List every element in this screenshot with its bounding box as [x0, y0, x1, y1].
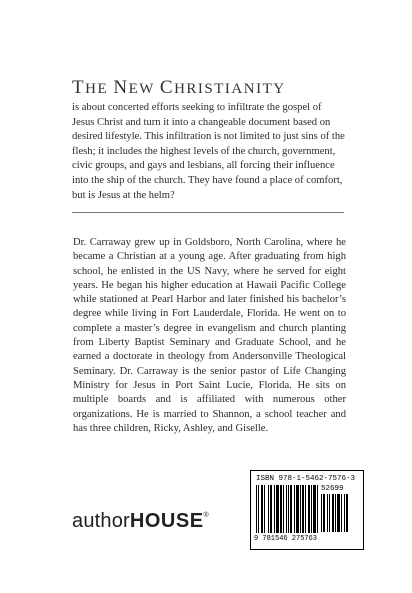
- book-title: [72, 77, 344, 99]
- logo-author-text: author: [72, 510, 130, 532]
- title-initial-t: T: [72, 77, 86, 98]
- title-word-3-rest: HRISTIANITY: [174, 81, 286, 97]
- title-initial-n: N: [113, 77, 129, 98]
- section-divider: [72, 212, 344, 213]
- title-initial-c: C: [159, 77, 175, 98]
- ean-barcode-bars: [256, 485, 318, 535]
- addon-barcode-bars: [321, 494, 357, 534]
- title-word-1-rest: HE: [85, 81, 114, 97]
- publisher-logo: [72, 510, 209, 533]
- author-bio: Dr. Carraway grew up in Goldsboro, North Carolina, where he became a Christian at a young age. After graduating from high school, he enlisted in the US Navy, where he served for eight years. He began his higher education at Hawaii Pacific College while stationed at Pearl Harbor and later finished his bachelor’s degree while living in Fort Lauderdale, Florida. He went on to complete a master’s degree in evangelism and church planting from Liberty Baptist Seminary and Graduate School, and he earned a doctorate in theology from Andersonville Theological Seminary. Dr. Carraway is the senior pastor of Life Changing Ministry for Jesus in Port Saint Lucie, Florida. He sits on multiple boards and is affiliated with numerous other organizations. He is married to Shannon, a school teacher and has three children, Ricky, Ashley, and Giselle.: [73, 237, 346, 434]
- isbn-barcode: [250, 470, 364, 550]
- isbn-text: ISBN 978-1-5462-7576-3: [256, 475, 356, 483]
- book-blurb: is about concerted efforts seeking to infiltrate the gospel of Jesus Christ and turn it into a changeable document based on desired lifestyle. This infiltration is not limited to just sins of the flesh; it includes the highest levels of the church, government, civic groups, and gays and lesbians, all forcing their influence into the ship of the church. They have found a place of comfort, but is Jesus at the helm?: [72, 102, 345, 201]
- price-addon-number: 52699: [321, 485, 344, 493]
- registered-mark: ®: [203, 512, 209, 519]
- logo-house-text: HOUSE: [129, 510, 204, 532]
- barcode-digits: 9 781546 275763: [254, 535, 318, 543]
- title-word-2-rest: EW: [128, 81, 160, 97]
